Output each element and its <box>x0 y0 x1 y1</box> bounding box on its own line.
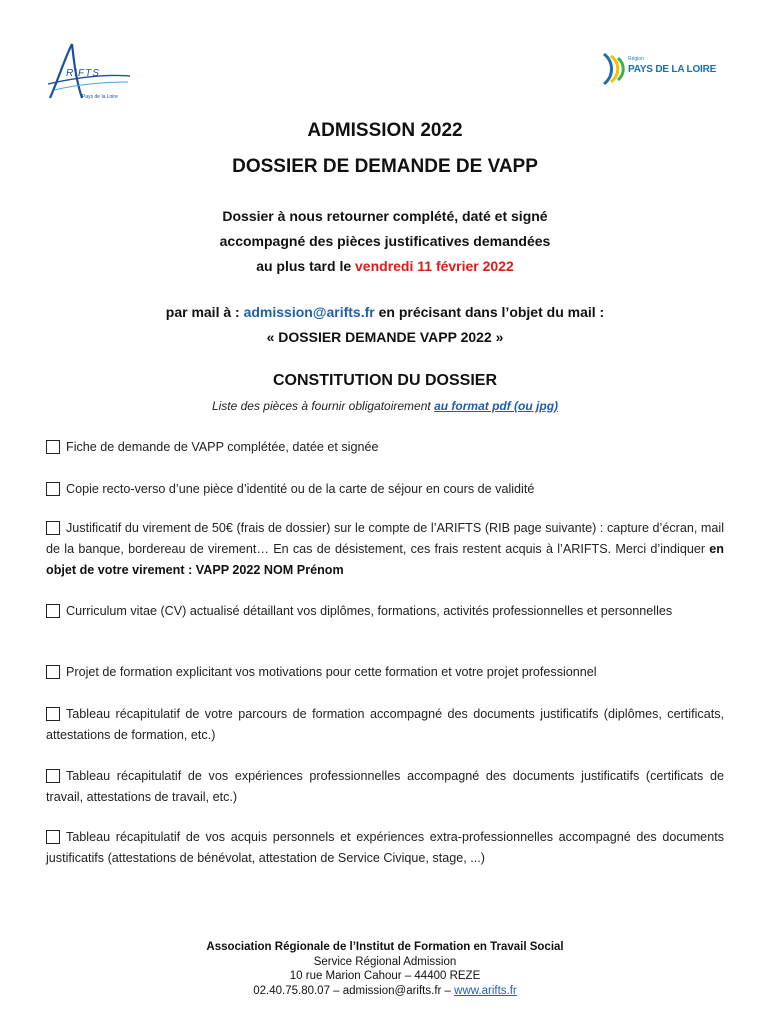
region-logo-name: PAYS DE LA LOIRE <box>628 64 717 75</box>
section-subtitle <box>0 399 770 413</box>
mail-instruction <box>0 304 770 320</box>
checklist-item <box>46 766 724 808</box>
footer <box>0 940 770 998</box>
page-subtitle: DOSSIER DE DEMANDE DE VAPP <box>232 156 538 177</box>
checklist-item-text: Curriculum vitae (CV) actualisé détaillant vos diplômes, formations, activités professionnelles et personnelles <box>66 604 673 618</box>
checklist-item <box>46 479 724 500</box>
checkbox[interactable] <box>46 665 60 679</box>
section-title: CONSTITUTION DU DOSSIER <box>272 372 497 389</box>
region-logo <box>600 52 730 86</box>
checklist-item-text: Copie recto-verso d’une pièce d’identité ou de la carte de séjour en cours de validité <box>66 482 535 496</box>
checklist-item-text: Tableau récapitulatif de vos acquis personnels et expériences extra-professionnelles accompagné des documents justificatifs (attestations de bénévolat, attestation de Service Civique, stage, ...) <box>46 830 724 865</box>
section-subtitle-text: Liste des pièces à fournir obligatoirement <box>211 399 435 413</box>
instruction-line-1: Dossier à nous retourner complété, daté et signé <box>222 208 548 224</box>
checklist-item-text: Tableau récapitulatif de vos expériences professionnelles accompagné des documents justificatifs (certificats de travail, attestations de travail, etc.) <box>46 769 724 804</box>
footer-contact <box>0 984 770 999</box>
arifts-logo <box>44 40 134 106</box>
checkbox[interactable] <box>46 604 60 618</box>
footer-service: Service Régional Admission <box>313 955 457 968</box>
checkbox[interactable] <box>46 769 60 783</box>
checklist-item <box>46 704 724 746</box>
footer-contact-text: 02.40.75.80.07 – admission@arifts.fr – <box>253 984 455 997</box>
checklist-item-text: Tableau récapitulatif de votre parcours de formation accompagné des documents justificatifs (diplômes, certificats, attestations de formation, etc.) <box>46 707 724 742</box>
footer-address: 10 rue Marion Cahour – 44400 REZE <box>289 970 481 982</box>
footer-org: Association Régionale de l’Institut de Formation en Travail Social <box>206 941 564 953</box>
checkbox[interactable] <box>46 521 60 535</box>
format-link[interactable]: au format pdf (ou jpg) <box>434 399 559 413</box>
checklist-item <box>46 662 724 683</box>
checklist-item-bold: en objet de votre virement : <box>46 542 724 577</box>
mail-subject: « DOSSIER DEMANDE VAPP 2022 » <box>266 329 504 345</box>
instruction-line-2: accompagné des pièces justificatives demandées <box>219 233 551 249</box>
checklist-item-text: Justificatif du virement de 50€ (frais de dossier) sur le compte de l’ARIFTS (RIB page suivante) : capture d’écran, mail de la banque, bordereau de virement… En cas de désistement, ces frais restent acquis à l’ARIFTS. Merci d’indiquer <box>46 521 724 556</box>
deadline-prefix: au plus tard le <box>256 258 356 274</box>
deadline-date: vendredi 11 février 2022 <box>355 258 514 274</box>
checklist-item <box>46 601 724 622</box>
page-title: ADMISSION 2022 <box>307 120 463 141</box>
checkbox[interactable] <box>46 707 60 721</box>
checklist-item <box>46 827 724 869</box>
instruction-line-3 <box>0 258 770 274</box>
checklist-item-red: VAPP 2022 NOM Prénom <box>195 563 344 577</box>
mail-suffix: en précisant dans l’objet du mail : <box>374 304 605 320</box>
checkbox[interactable] <box>46 440 60 454</box>
checkbox[interactable] <box>46 830 60 844</box>
arifts-logo-subtitle: Pays de la Loire <box>82 94 118 100</box>
mail-prefix: par mail à : <box>165 304 244 320</box>
region-logo-icon <box>600 52 626 86</box>
checklist-item-text: Projet de formation explicitant vos motivations pour cette formation et votre projet professionnel <box>66 665 597 679</box>
checkbox[interactable] <box>46 482 60 496</box>
checklist-item <box>46 518 724 581</box>
arifts-logo-text: RIFTS <box>66 68 100 79</box>
region-logo-small: Région <box>628 56 644 62</box>
website-link[interactable]: www.arifts.fr <box>454 984 517 997</box>
checklist-item-text: Fiche de demande de VAPP complétée, datée et signée <box>66 440 379 454</box>
checklist-item <box>46 437 724 458</box>
mail-address-link[interactable]: admission@arifts.fr <box>243 304 375 320</box>
